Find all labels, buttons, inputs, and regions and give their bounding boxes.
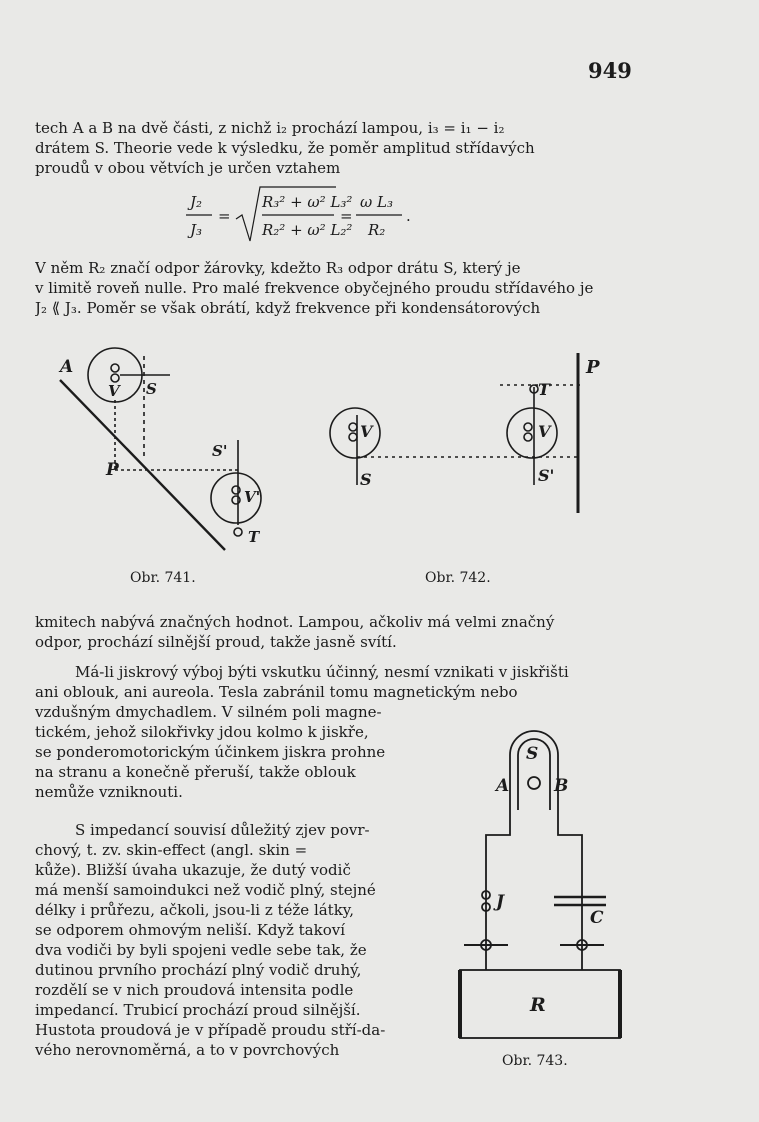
text-line: vzdušným dmychadlem. V silném poli magne- [35, 703, 382, 721]
text-line: ani oblouk, ani aureola. Tesla zabránil tomu magnetickým nebo [35, 683, 518, 701]
text-line: nemůže vzniknouti. [35, 783, 183, 801]
text-line: délky i průřezu, ačkoli, jsou-li z téže látky, [35, 901, 355, 919]
paragraph-skin-effect [35, 820, 427, 1060]
formula-equals: = [218, 207, 231, 225]
text-line: kůže). Bližší úvaha ukazuje, že dutý vodič [35, 861, 351, 879]
label-V-right: V [538, 422, 551, 441]
text-line: proudů v obou větvích je určen vztahem [35, 159, 341, 177]
text-line: dva vodiči by byli spojeni vedle sebe tak, že [35, 941, 367, 959]
text-line: v limitě roveň nulle. Pro malé frekvence obyčejného proudu střídavého je [35, 279, 594, 297]
text-line: vého nerovnoměrná, a to v povrchových [35, 1041, 340, 1059]
caption-741: Obr. 741. [130, 570, 196, 586]
lamp-bulb [349, 423, 357, 431]
text-line: na stranu a konečně přeruší, takže oblouk [35, 763, 356, 781]
label-V: V [108, 382, 120, 400]
text-line: S impedancí souvisí důležitý zjev povr- [75, 821, 370, 839]
ratio-formula [180, 185, 480, 255]
text-line: tickém, jehož silokřivky jdou kolmo k jiskře, [35, 723, 369, 741]
lamp-bulb [111, 364, 119, 372]
figure-742 [310, 345, 610, 535]
formula-root-denominator: R₂² + ω² L₂² [262, 221, 353, 239]
text-line: chový, t. zv. skin-effect (angl. skin = [35, 841, 308, 859]
text-line: Má-li jiskrový výboj býti vskutku účinný, nesmí vznikati v jiskřišti [75, 663, 569, 681]
label-A: A [60, 357, 74, 377]
label-A: A [496, 776, 510, 796]
label-S: S [360, 470, 372, 489]
lamp-bulb [111, 374, 119, 382]
lamp-bulb [349, 433, 357, 441]
paragraph-intro [35, 118, 627, 178]
paragraph-resistance [35, 258, 627, 318]
formula-rhs-denominator: R₂ [368, 221, 386, 239]
formula-root-numerator: R₃² + ω² L₃² [262, 193, 353, 211]
text-line: odpor, prochází silnější proud, takže jasně svítí. [35, 633, 397, 651]
plate-line [60, 380, 228, 550]
formula-equals-2: = [340, 207, 353, 225]
label-V: V [360, 422, 373, 441]
label-T: T [248, 528, 260, 546]
label-V-prime: V' [244, 488, 261, 506]
text-line: impedancí. Trubicí prochází proud silnější. [35, 1001, 361, 1019]
label-B: B [554, 776, 569, 796]
text-line: drátem S. Theorie vede k výsledku, že poměr amplitud střídavých [35, 139, 535, 157]
caption-742: Obr. 742. [425, 570, 491, 586]
label-S-prime: S' [212, 442, 228, 460]
formula-lhs-numerator: J₂ [190, 193, 203, 211]
formula-period: . [406, 207, 411, 225]
caption-743: Obr. 743. [502, 1053, 568, 1069]
label-S: S [526, 744, 539, 764]
lamp-bulb [524, 433, 532, 441]
text-line: rozdělí se v nich proudová intensita podle [35, 981, 354, 999]
text-line: tech A a B na dvě části, z nichž i₂ prochází lampou, i₃ = i₁ − i₂ [35, 119, 505, 137]
label-T: T [538, 380, 550, 399]
terminal-circle [234, 528, 242, 536]
text-line: se ponderomotorickým účinkem jiskra prohne [35, 743, 386, 761]
label-P: P [586, 357, 600, 378]
label-C: C [590, 908, 604, 928]
text-line: Hustota proudová je v případě proudu stří-da- [35, 1021, 386, 1039]
formula-lhs-denominator: J₃ [190, 221, 203, 239]
label-S: S [146, 380, 157, 398]
text-line: se odporem ohmovým neliší. Když takoví [35, 921, 346, 939]
paragraph-lamp [35, 612, 627, 652]
text-line: má menší samoindukci než vodič plný, stejné [35, 881, 376, 899]
label-J: J [496, 892, 505, 912]
spark-gap [528, 777, 540, 789]
label-S-prime: S' [538, 466, 555, 485]
label-R: R [530, 994, 546, 1016]
page-number: 949 [588, 58, 632, 83]
text-line: V něm R₂ značí odpor žárovky, kdežto R₃ odpor drátu S, který je [35, 259, 521, 277]
label-P: P [106, 460, 119, 480]
figure-743 [440, 725, 640, 1070]
lamp-bulb [524, 423, 532, 431]
text-line: dutinou prvního prochází plný vodič druhý, [35, 961, 362, 979]
formula-rhs-numerator: ω L₃ [360, 193, 393, 211]
text-line: J₂ ⟪ J₃. Poměr se však obrátí, když frekvence při kondensátorových [35, 299, 541, 317]
figure-741 [40, 340, 300, 570]
text-line: kmitech nabývá značných hodnot. Lampou, ačkoliv má velmi značný [35, 613, 555, 631]
